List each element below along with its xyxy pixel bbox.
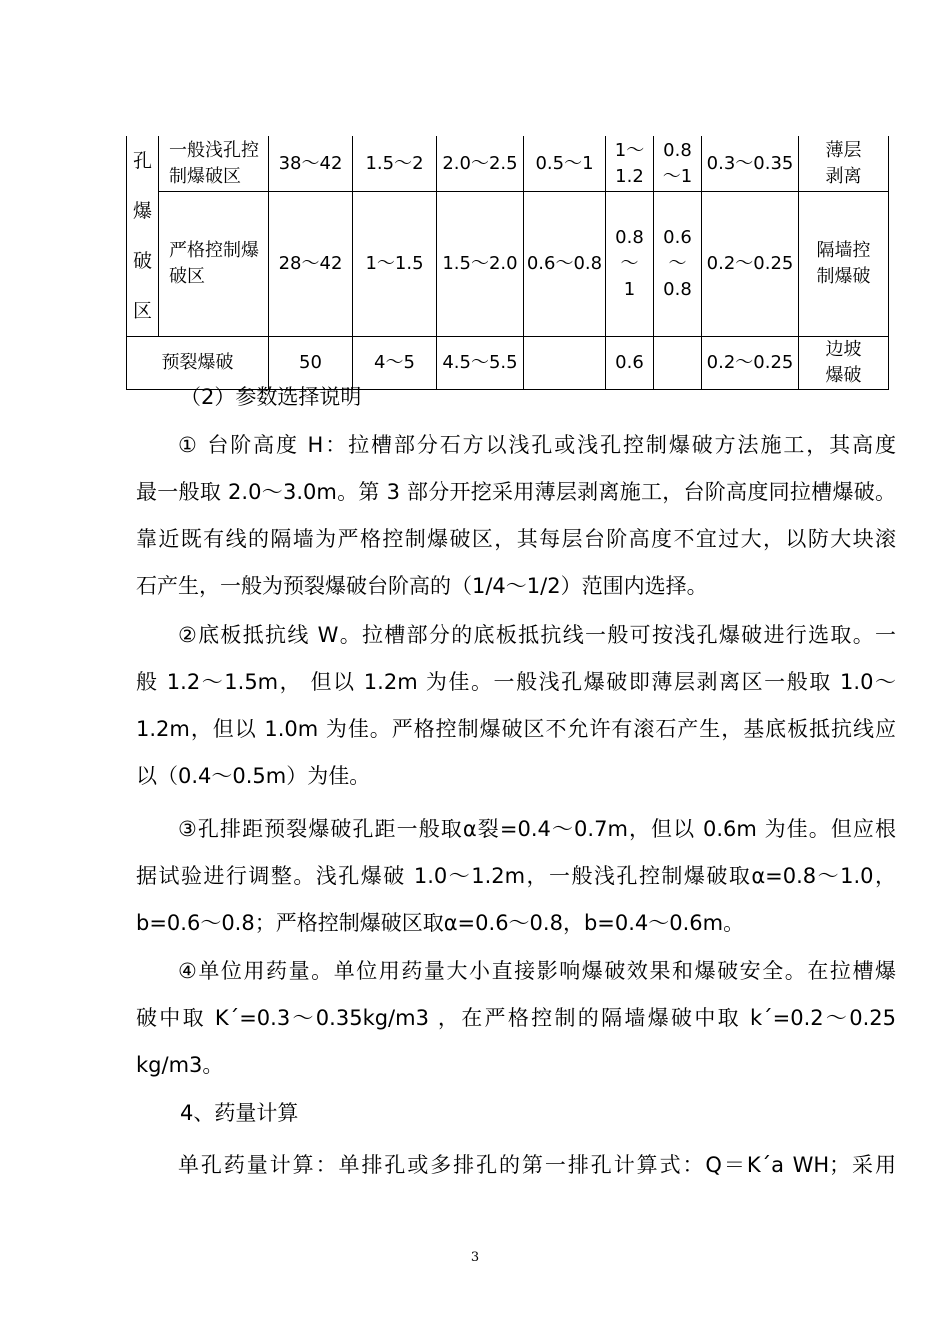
paragraph-hole-spacing [136,806,896,947]
table-cell: 0.6～0.8 [524,192,606,337]
zone-name-line: 一般浅孔控 [169,139,259,161]
text-line: 靠近既有线的隔墙为严格控制爆破区，其每层台阶高度不宜过大，以防大块滚 [136,527,896,551]
cell-line: 爆破 [825,365,862,386]
table-cell: 2.0～2.5 [437,136,524,192]
text-line: b=0.6～0.8；严格控制爆破区取α=0.6～0.8，b=0.4～0.6m。 [136,911,745,935]
table-cell: 4.5～5.5 [437,337,524,390]
zone-name-cell [159,136,269,192]
cell-line: 0.8 [615,227,644,249]
zone-name-cell: 预裂爆破 [127,337,269,390]
text-line: 据试验进行调整。浅孔爆破 1.0～1.2m，一般浅孔控制爆破取α=0.8～1.0， [136,864,896,888]
table-row [127,192,889,337]
table-cell: 1.5～2.0 [437,192,524,337]
table-cell [606,136,654,192]
zone-name-line: 严格控制爆 [169,240,259,262]
table-cell: 1～1.5 [353,192,437,337]
table-cell: 28～42 [269,192,353,337]
paragraph-burden [136,612,896,800]
table-row [127,136,889,192]
cell-line: 剥离 [825,165,862,187]
table-cell: 1.5～2 [353,136,437,192]
group-label-char: 爆 [132,200,152,222]
text-line: 般 1.2～1.5m， 但以 1.2m 为佳。一般浅孔爆破即薄层剥离区一般取 1.0～ [136,670,896,694]
text-line: ②底板抵抗线 W。拉槽部分的底板抵抗线一般可按浅孔爆破进行选取。一 [178,623,896,647]
cell-line: 1.2 [615,165,644,187]
cell-line: ～ [668,253,687,275]
paragraph-step-height [136,422,896,610]
text-line: 石产生，一般为预裂爆破台阶高的（1/4～1/2）范围内选择。 [136,574,708,598]
table-cell: 0.2～0.25 [702,192,799,337]
table-cell: 0.2～0.25 [702,337,799,390]
paragraph-unit-charge [136,948,896,1089]
zone-name-line: 制爆破区 [169,165,241,187]
group-label-cell [127,136,159,337]
page-number: 3 [470,1250,480,1265]
table-cell: 0.6 [606,337,654,390]
cell-line: 0.8 [663,279,692,301]
text-line: ④单位用药量。单位用药量大小直接影响爆破效果和爆破安全。在拉槽爆 [178,959,896,983]
group-label-char: 破 [132,250,152,272]
paragraph-charge-calc [136,1142,896,1189]
text-line: ① 台阶高度 H：拉槽部分石方以浅孔或浅孔控制爆破方法施工，其高度 [178,433,896,457]
parameter-table [126,136,889,390]
cell-line: ～ [620,253,639,275]
heading-text: 4、药量计算 [180,1101,299,1125]
section-heading [180,374,940,421]
table-cell [799,192,889,337]
text-line: 1.2m，但以 1.0m 为佳。严格控制爆破区不允许有滚石产生，基底板抵抗线应 [136,717,896,741]
text-line: ③孔排距预裂爆破孔距一般取α裂=0.4～0.7m，但以 0.6m 为佳。但应根 [178,817,896,841]
table-cell [606,192,654,337]
cell-line: 0.8 [663,139,692,161]
text-line: kg/m3。 [136,1053,224,1077]
cell-line: 1 [623,279,636,301]
table-cell [654,136,702,192]
cell-line: 0.6 [663,227,692,249]
cell-line: 制爆破 [816,266,871,288]
cell-line: 隔墙控 [816,240,871,262]
text-line: 破中取 K´=0.3～0.35kg/m3 ，在严格控制的隔墙爆破中取 k´=0.2～0.25 [136,1006,896,1030]
cell-line: 1～ [614,139,645,161]
text-line: 最一般取 2.0～3.0m。第 3 部分开挖采用薄层剥离施工，台阶高度同拉槽爆破。 [136,480,896,504]
zone-name-cell [159,192,269,337]
heading-text: （2）参数选择说明 [180,385,362,409]
text-line: 单孔药量计算：单排孔或多排孔的第一排孔计算式：Q＝K´a WH；采用 [178,1153,896,1177]
cell-line: ～1 [662,165,693,187]
section-heading [180,1090,940,1137]
table-cell [654,192,702,337]
cell-line: 边坡 [825,339,862,360]
table-cell: 50 [269,337,353,390]
zone-name-line: 破区 [169,266,205,288]
group-label-char: 孔 [132,150,152,172]
table-cell: 0.3～0.35 [702,136,799,192]
table-cell: 4～5 [353,337,437,390]
table-cell: 38～42 [269,136,353,192]
text-line: 以（0.4～0.5m）为佳。 [136,764,371,788]
group-label-char: 区 [132,300,152,322]
table-cell: 0.5～1 [524,136,606,192]
cell-line: 薄层 [825,139,862,161]
table-cell [799,136,889,192]
